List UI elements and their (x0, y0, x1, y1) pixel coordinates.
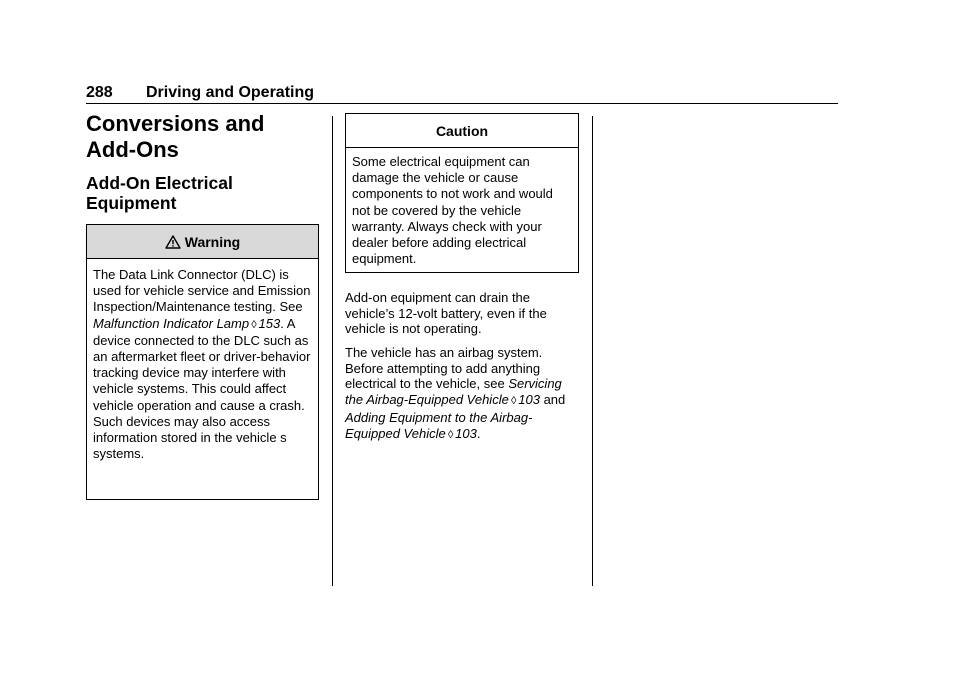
caution-text: Some electrical equipment can damage the vehicle or cause components to not work and would not be covered by the vehicle warranty. Always check with your dealer before adding electrical equipment. (352, 154, 553, 267)
airbag-text-end: . (476, 425, 481, 441)
warning-box (86, 224, 319, 500)
warning-triangle-icon (165, 235, 181, 249)
sub-heading-line1: Add-On Electrical (86, 173, 233, 193)
warning-body (87, 259, 318, 468)
main-heading (86, 111, 326, 163)
airbag-ref1-title: Servicing the Airbag-Equipped Vehicle (345, 376, 562, 408)
warning-ref-page: 153 (258, 315, 281, 331)
airbag-ref1-page: 103 (518, 392, 540, 408)
main-heading-line1: Conversions and (86, 111, 265, 136)
warning-ref-title: Malfunction Indicator Lamp (93, 315, 250, 331)
caution-body (346, 148, 578, 273)
page-ref-icon: ◊ (251, 318, 257, 331)
sub-heading (86, 173, 326, 213)
main-heading-line2: Add-Ons (86, 137, 179, 162)
warning-text-a: The Data Link Connector (DLC) is used for vehicle service and Emission Inspection/Maintenance testing. See (93, 267, 311, 315)
page-ref-icon: ◊ (510, 395, 517, 408)
sub-heading-line2: Equipment (86, 193, 177, 213)
warning-text-b: . A device connected to the DLC such as an aftermarket fleet or driver-behavior tracking device may interfere with vehicle systems. This could affect vehicle operation and cause a crash. Such devices may also access information stored in the vehicle s systems. (93, 315, 311, 462)
warning-ref-link[interactable] (93, 316, 280, 331)
caution-title: Caution (435, 122, 489, 139)
column-divider-left (332, 116, 333, 586)
airbag-ref2-title: Adding Equipment to the Airbag-Equipped Vehicle (345, 409, 533, 441)
airbag-ref2-link[interactable] (345, 410, 532, 441)
page-header (86, 82, 838, 104)
caution-title-bar (346, 114, 578, 148)
caution-box (345, 113, 579, 273)
airbag-ref2-page: 103 (455, 425, 477, 441)
airbag-text-a: The vehicle has an airbag system. Before attempting to add anything electrical to the vehicle, see (345, 345, 543, 392)
page-number: 288 (86, 84, 113, 101)
airbag-text-and: and (539, 392, 566, 408)
page-ref-icon: ◊ (447, 428, 454, 441)
header-rule (86, 103, 838, 104)
section-title: Driving and Operating (146, 84, 315, 101)
paragraph-airbag (345, 345, 577, 443)
column-divider-right (592, 116, 593, 586)
paragraph-battery: Add-on equipment can drain the vehicle’s 12-volt battery, even if the vehicle is not operating. (345, 290, 547, 337)
warning-title-bar (87, 225, 318, 259)
warning-title: Warning (184, 233, 241, 250)
